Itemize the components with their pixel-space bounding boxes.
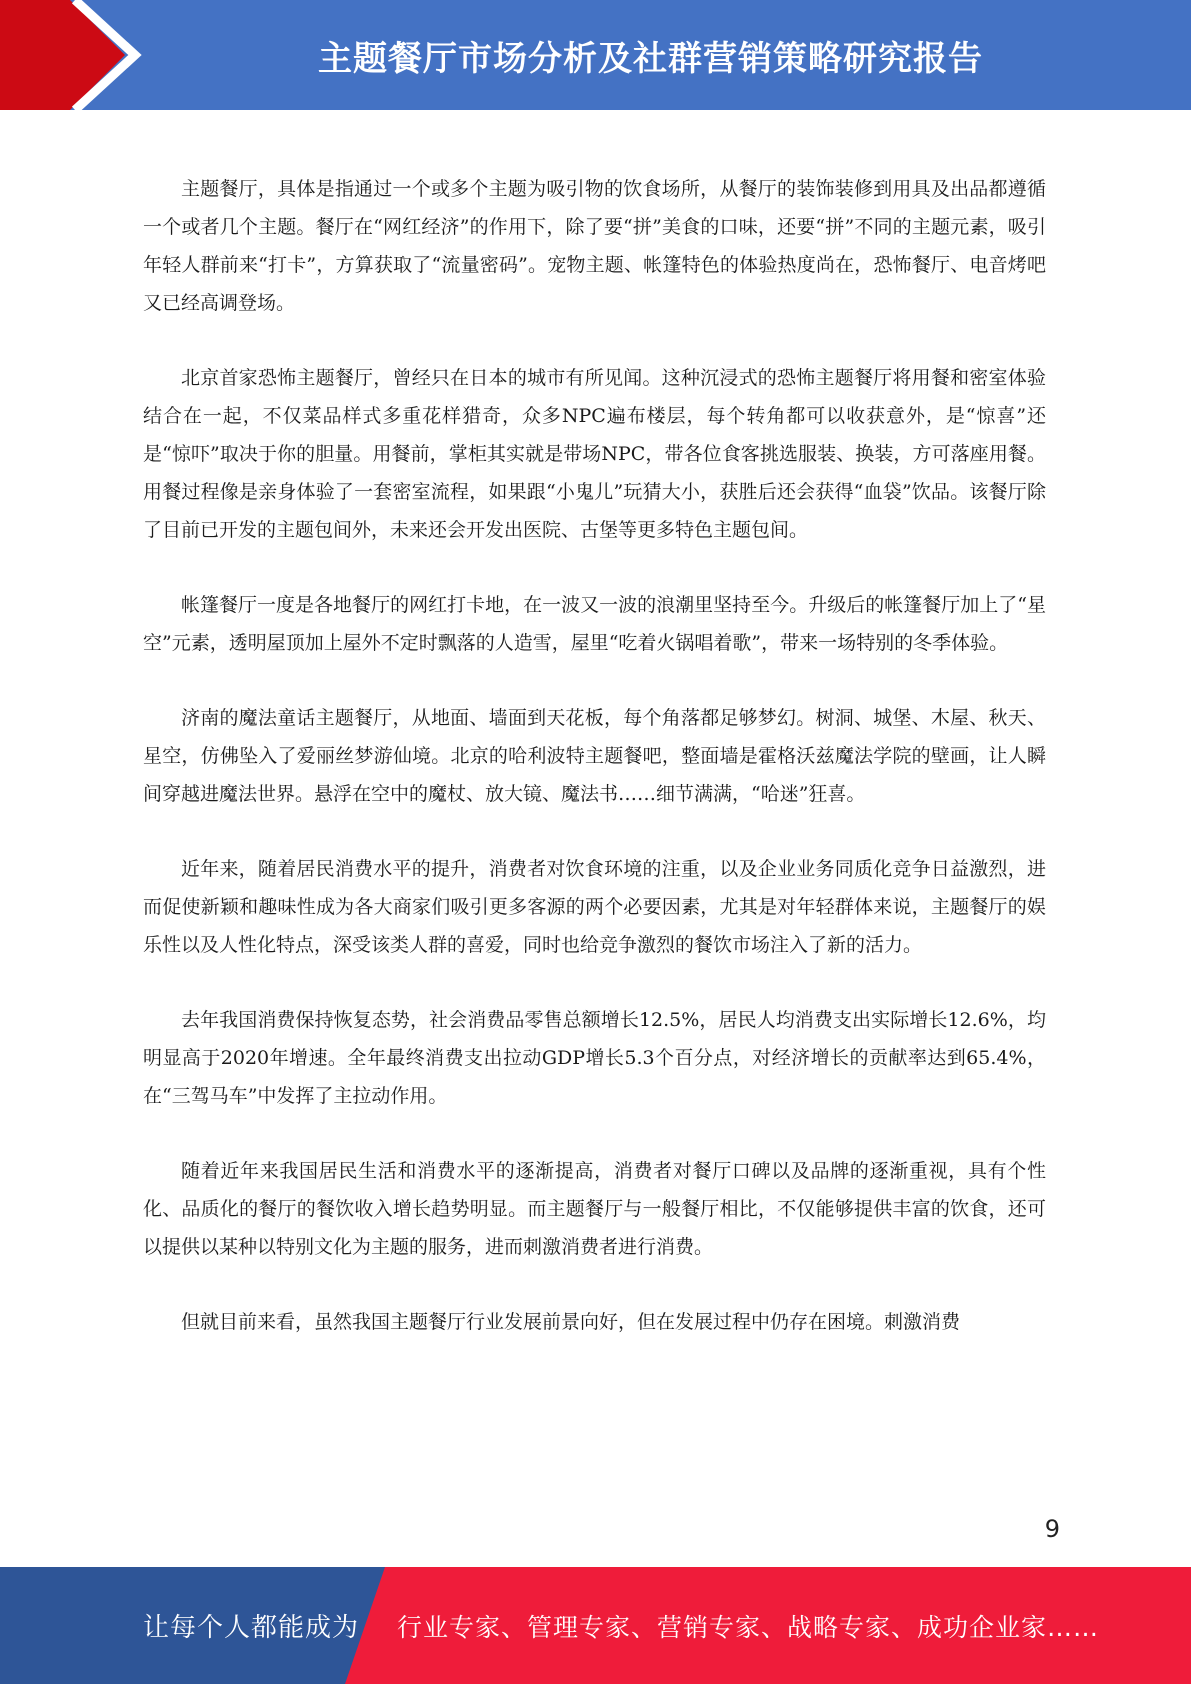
paragraph: 主题餐厅，具体是指通过一个或多个主题为吸引物的饮食场所，从餐厅的装饰装修到用具及出品都遵循一个或者几个主题。餐厅在“网红经济”的作用下，除了要“拼”美食的口味，还要“拼”不同的主题元素，吸引年轻人群前来“打卡”，方算获取了“流量密码”。宠物主题、帐篷特色的体验热度尚在，恐怖餐厅、电音烤吧又已经高调登场。	[143, 178, 1046, 314]
paragraph: 随着近年来我国居民生活和消费水平的逐渐提高，消费者对餐厅口碑以及品牌的逐渐重视，具有个性化、品质化的餐厅的餐饮收入增长趋势明显。而主题餐厅与一般餐厅相比，不仅能够提供丰富的饮食，还可以提供以某种以特别文化为主题的服务，进而刺激消费者进行消费。	[143, 1160, 1046, 1258]
red-arrow-decoration	[0, 0, 160, 110]
report-title: 主题餐厅市场分析及社群营销策略研究报告	[318, 38, 983, 79]
footer-slogan-right: 行业专家、管理专家、营销专家、战略专家、成功企业家……	[397, 1612, 1100, 1642]
paragraph: 北京首家恐怖主题餐厅，曾经只在日本的城市有所见闻。这种沉浸式的恐怖主题餐厅将用餐和密室体验结合在一起，不仅菜品样式多重花样猎奇，众多NPC遍布楼层，每个转角都可以收获意外，是“惊喜”还是“惊吓”取决于你的胆量。用餐前，掌柜其实就是带场NPC，带各位食客挑选服装、换装，方可落座用餐。用餐过程像是亲身体验了一套密室流程，如果跟“小鬼儿”玩猜大小，获胜后还会获得“血袋”饮品。该餐厅除了目前已开发的主题包间外，未来还会开发出医院、古堡等更多特色主题包间。	[143, 367, 1046, 541]
paragraph: 济南的魔法童话主题餐厅，从地面、墙面到天花板，每个角落都足够梦幻。树洞、城堡、木屋、秋天、星空，仿佛坠入了爱丽丝梦游仙境。北京的哈利波特主题餐吧，整面墙是霍格沃兹魔法学院的壁画，让人瞬间穿越进魔法世界。悬浮在空中的魔杖、放大镜、魔法书……细节满满，“哈迷”狂喜。	[143, 707, 1046, 805]
paragraph: 帐篷餐厅一度是各地餐厅的网红打卡地，在一波又一波的浪潮里坚持至今。升级后的帐篷餐厅加上了“星空”元素，透明屋顶加上屋外不定时飘落的人造雪，屋里“吃着火锅唱着歌”，带来一场特别的冬季体验。	[143, 594, 1046, 654]
footer-slogan-left: 让每个人都能成为	[143, 1613, 360, 1643]
header-bar	[0, 0, 1191, 110]
footer-bar	[0, 1567, 1191, 1684]
paragraph: 但就目前来看，虽然我国主题餐厅行业发展前景向好，但在发展过程中仍存在困境。刺激消费	[181, 1311, 961, 1333]
document-body	[143, 170, 1046, 1378]
paragraph: 去年我国消费保持恢复态势，社会消费品零售总额增长12.5%，居民人均消费支出实际增长12.6%，均明显高于2020年增速。全年最终消费支出拉动GDP增长5.3个百分点，对经济增长的贡献率达到65.4%，在“三驾马车”中发挥了主拉动作用。	[143, 1009, 1046, 1107]
paragraph: 近年来，随着居民消费水平的提升，消费者对饮食环境的注重，以及企业业务同质化竞争日益激烈，进而促使新颖和趣味性成为各大商家们吸引更多客源的两个必要因素，尤其是对年轻群体来说，主题餐厅的娱乐性以及人性化特点，深受该类人群的喜爱，同时也给竞争激烈的餐饮市场注入了新的活力。	[143, 858, 1046, 956]
page-number: 9	[1044, 1515, 1060, 1543]
